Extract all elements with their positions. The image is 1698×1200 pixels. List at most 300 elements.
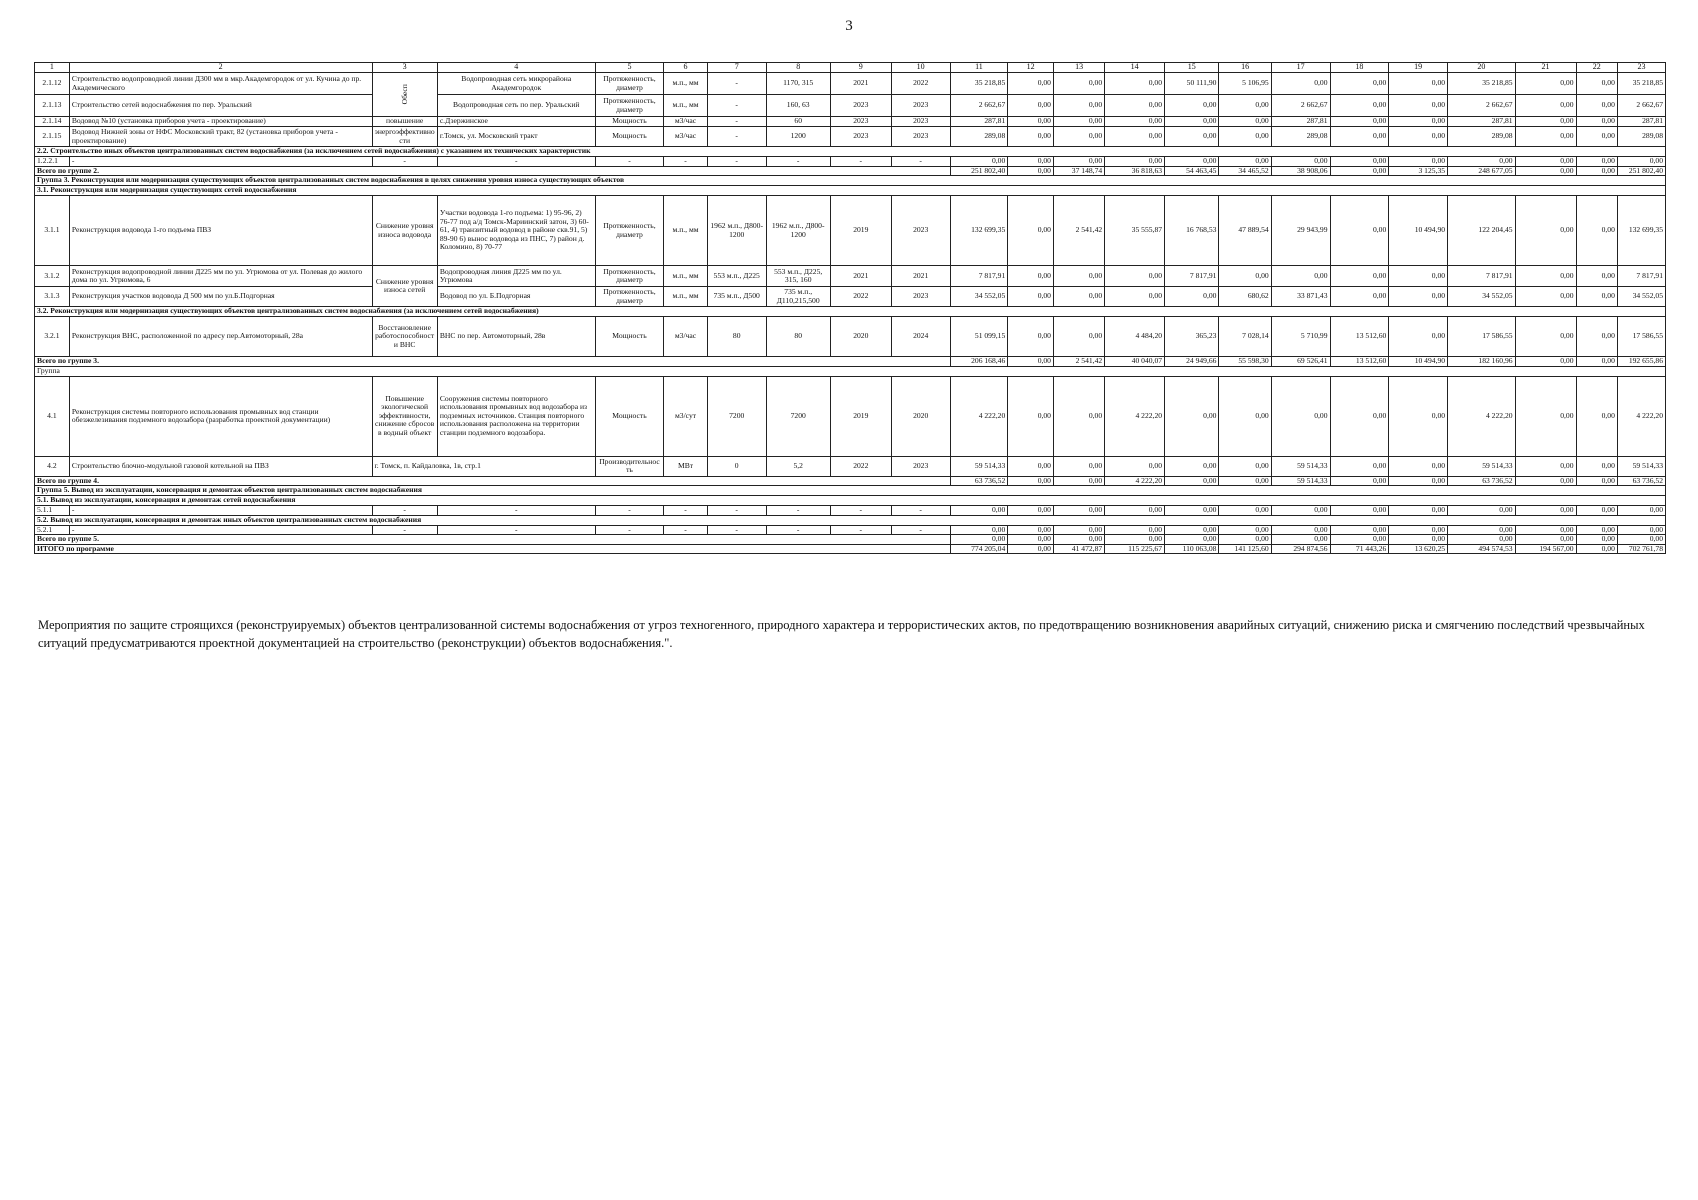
program-table	[34, 62, 1666, 554]
column-header: 16	[1219, 63, 1271, 73]
table-cell: 2022	[830, 456, 891, 476]
table-cell: 47 889,54	[1219, 196, 1271, 266]
table-cell: 0,00	[1515, 157, 1576, 167]
table-cell: 680,62	[1219, 287, 1271, 307]
total-value: 34 465,52	[1219, 166, 1271, 176]
table-cell: 0,00	[1008, 196, 1054, 266]
table-cell: 2 662,67	[950, 95, 1008, 117]
table-cell: 0,00	[1389, 506, 1448, 516]
table-cell: 0,00	[1219, 525, 1271, 535]
column-header: 8	[766, 63, 830, 73]
table-cell: 0,00	[1271, 157, 1330, 167]
table-cell: Снижение уровня износа водовода	[372, 196, 437, 266]
table-cell: 1.2.2.1	[35, 157, 70, 167]
table-cell: 4 484,20	[1105, 317, 1165, 357]
total-value: 0,00	[1389, 535, 1448, 545]
section-title: 3.1. Реконструкция или модернизация существующих сетей водоснабжения	[35, 186, 1666, 196]
table-cell: -	[664, 525, 708, 535]
table-cell: 2021	[830, 266, 891, 287]
table-row	[35, 525, 1666, 535]
table-cell: 0,00	[1165, 456, 1219, 476]
table-cell: м3/час	[664, 317, 708, 357]
table-cell: 1170, 315	[766, 73, 830, 95]
total-value: 141 125,60	[1219, 544, 1271, 554]
table-cell: 0,00	[1330, 127, 1389, 147]
table-cell: 0,00	[1576, 95, 1617, 117]
table-cell: 0,00	[1448, 525, 1516, 535]
table-cell: 59 514,33	[1617, 456, 1665, 476]
total-row	[35, 166, 1666, 176]
total-value: 55 598,30	[1219, 357, 1271, 367]
table-cell: 0,00	[1576, 266, 1617, 287]
table-cell: -	[891, 525, 950, 535]
table-cell: 0,00	[1389, 157, 1448, 167]
table-cell: -	[830, 157, 891, 167]
table-cell: 2019	[830, 376, 891, 456]
total-value: 0,00	[1271, 535, 1330, 545]
table-cell: м.п., мм	[664, 196, 708, 266]
table-cell: 0,00	[1448, 506, 1516, 516]
total-value: 0,00	[1219, 535, 1271, 545]
section-row	[35, 147, 1666, 157]
table-cell: 0,00	[1330, 266, 1389, 287]
table-cell: 0,00	[1053, 317, 1104, 357]
table-cell: 0,00	[1165, 525, 1219, 535]
table-cell: 0,00	[1053, 73, 1104, 95]
table-cell: -	[437, 506, 595, 516]
table-cell: г. Томск, п. Кайдаловка, 1в, стр.1	[372, 456, 595, 476]
table-cell: Строительство блочно-модульной газовой котельной на ПВЗ	[69, 456, 372, 476]
table-cell: Строительство водопроводной линии Д300 мм в мкр.Академгородок от ул. Кучина до пр. Академического	[69, 73, 372, 95]
total-value: 0,00	[1053, 535, 1104, 545]
table-cell: 35 218,85	[1448, 73, 1516, 95]
table-cell: 2023	[891, 117, 950, 127]
total-value: 13 512,60	[1330, 357, 1389, 367]
table-cell: 0,00	[1271, 266, 1330, 287]
rotated-label: Обесп	[399, 84, 409, 105]
table-cell: Реконструкция участков водовода Д 500 мм по ул.Б.Подгорная	[69, 287, 372, 307]
total-value: 41 472,87	[1053, 544, 1104, 554]
table-cell: г.Томск, ул. Московский тракт	[437, 127, 595, 147]
total-value: 110 063,08	[1165, 544, 1219, 554]
table-cell: 0,00	[1515, 73, 1576, 95]
table-cell: 0,00	[1515, 266, 1576, 287]
section-title: 2.2. Строительство иных объектов централизованных систем водоснабжения (за исключением сетей водоснабжения) с указанием их технических характеристик	[35, 147, 1666, 157]
column-header: 13	[1053, 63, 1104, 73]
table-cell: 160, 63	[766, 95, 830, 117]
total-value: 0,00	[1576, 535, 1617, 545]
table-cell: 2019	[830, 196, 891, 266]
table-cell: 34 552,05	[1448, 287, 1516, 307]
table-cell: 10 494,90	[1389, 196, 1448, 266]
table-cell: 17 586,55	[1448, 317, 1516, 357]
table-cell: 2020	[830, 317, 891, 357]
table-row	[35, 266, 1666, 287]
table-cell: 132 699,35	[1617, 196, 1665, 266]
table-cell: 0,00	[1576, 127, 1617, 147]
table-cell: 4 222,20	[950, 376, 1008, 456]
table-cell: 2.1.13	[35, 95, 70, 117]
table-cell: Мощность	[595, 317, 664, 357]
total-value: 206 168,46	[950, 357, 1008, 367]
table-cell: 122 204,45	[1448, 196, 1516, 266]
group-title: Группа	[35, 366, 1666, 376]
total-value: 115 225,67	[1105, 544, 1165, 554]
table-row	[35, 157, 1666, 167]
table-cell: 0,00	[1219, 117, 1271, 127]
table-cell: 2023	[891, 456, 950, 476]
table-cell: -	[595, 157, 664, 167]
table-cell: 0,00	[1330, 376, 1389, 456]
table-cell: 0,00	[1515, 376, 1576, 456]
total-value: 0,00	[950, 535, 1008, 545]
column-header: 6	[664, 63, 708, 73]
table-cell: -	[707, 73, 766, 95]
table-cell: 0,00	[1515, 95, 1576, 117]
table-cell: 0,00	[1008, 266, 1054, 287]
table-cell: Протяженность, диаметр	[595, 287, 664, 307]
table-cell: -	[664, 157, 708, 167]
table-cell: 0,00	[1165, 287, 1219, 307]
table-cell: 2021	[830, 73, 891, 95]
table-cell: 16 768,53	[1165, 196, 1219, 266]
table-cell: -	[891, 157, 950, 167]
total-value: 38 908,06	[1271, 166, 1330, 176]
table-cell: м3/час	[664, 117, 708, 127]
table-cell: 0,00	[1219, 506, 1271, 516]
table-cell: 1962 м.п., Д800-1200	[707, 196, 766, 266]
table-cell: 289,08	[1617, 127, 1665, 147]
table-cell: 0,00	[1008, 95, 1054, 117]
table-row	[35, 117, 1666, 127]
group-row	[35, 486, 1666, 496]
table-cell: 0,00	[1165, 376, 1219, 456]
table-row	[35, 287, 1666, 307]
table-cell: 0,00	[1008, 525, 1054, 535]
table-cell: -	[830, 506, 891, 516]
table-cell: 0,00	[1105, 73, 1165, 95]
table-row	[35, 73, 1666, 95]
table-cell: 0,00	[1515, 506, 1576, 516]
total-value: 54 463,45	[1165, 166, 1219, 176]
total-value: 24 949,66	[1165, 357, 1219, 367]
total-value: 0,00	[1008, 544, 1054, 554]
table-cell: 0,00	[1576, 196, 1617, 266]
table-cell: 51 099,15	[950, 317, 1008, 357]
total-value: 774 205,04	[950, 544, 1008, 554]
table-cell: 5,2	[766, 456, 830, 476]
section-title: 5.1. Вывод из эксплуатации, консервация и демонтаж сетей водоснабжения	[35, 496, 1666, 506]
table-cell: 4 222,20	[1448, 376, 1516, 456]
table-cell: 0,00	[1576, 287, 1617, 307]
total-value: 0,00	[1515, 535, 1576, 545]
table-cell: 0,00	[1576, 317, 1617, 357]
total-value: 0,00	[1008, 476, 1054, 486]
table-cell: 0,00	[1053, 157, 1104, 167]
total-value: 40 040,07	[1105, 357, 1165, 367]
table-cell: 0,00	[1515, 127, 1576, 147]
table-cell: 0,00	[1219, 157, 1271, 167]
table-cell: 0,00	[1330, 157, 1389, 167]
table-cell: Водовод №10 (установка приборов учета - проектирование)	[69, 117, 372, 127]
column-header: 10	[891, 63, 950, 73]
table-cell: 0,00	[1515, 287, 1576, 307]
table-cell: -	[766, 525, 830, 535]
table-cell: 33 871,43	[1271, 287, 1330, 307]
table-cell: 0,00	[1053, 525, 1104, 535]
total-value: 4 222,20	[1105, 476, 1165, 486]
section-row	[35, 496, 1666, 506]
table-cell: -	[372, 525, 437, 535]
table-cell: 287,81	[1271, 117, 1330, 127]
table-cell: 2021	[891, 266, 950, 287]
table-row	[35, 376, 1666, 456]
table-cell: 4.1	[35, 376, 70, 456]
table-cell: -	[707, 95, 766, 117]
table-cell: 0,00	[1515, 317, 1576, 357]
table-cell: 0,00	[1389, 525, 1448, 535]
total-value: 294 874,56	[1271, 544, 1330, 554]
table-cell: 5.1.1	[35, 506, 70, 516]
table-cell: 59 514,33	[950, 456, 1008, 476]
table-cell: Реконструкция водовода 1-го подъема ПВЗ	[69, 196, 372, 266]
table-cell: м.п., мм	[664, 266, 708, 287]
total-value: 0,00	[1617, 535, 1665, 545]
table-cell: Строительство сетей водоснабжения по пер. Уральский	[69, 95, 372, 117]
table-cell: -	[766, 506, 830, 516]
table-cell: Водовод Нижней зоны от НФС Московский тракт, 82 (установка приборов учета - проектирование)	[69, 127, 372, 147]
table-cell: 0,00	[1219, 266, 1271, 287]
total-value: 0,00	[1165, 476, 1219, 486]
table-cell: Протяженность, диаметр	[595, 73, 664, 95]
table-cell: 289,08	[1448, 127, 1516, 147]
table-cell: -	[707, 157, 766, 167]
table-cell: 80	[766, 317, 830, 357]
table-cell: 0,00	[1008, 73, 1054, 95]
total-value: 13 620,25	[1389, 544, 1448, 554]
table-cell: 0,00	[1576, 376, 1617, 456]
table-cell: 0,00	[1389, 73, 1448, 95]
column-header: 20	[1448, 63, 1516, 73]
group-row	[35, 176, 1666, 186]
column-header: 5	[595, 63, 664, 73]
table-cell: Реконструкция системы повторного использования промывных вод станции обезжелезивания подземного водозабора (разработка проектной документации)	[69, 376, 372, 456]
table-cell: энергоэффективности	[372, 127, 437, 147]
table-cell: 7 028,14	[1219, 317, 1271, 357]
total-value: 36 818,63	[1105, 166, 1165, 176]
total-value: 2 541,42	[1053, 357, 1104, 367]
table-row	[35, 95, 1666, 117]
total-value: 0,00	[1576, 357, 1617, 367]
table-cell: 0,00	[1576, 117, 1617, 127]
table-cell: 29 943,99	[1271, 196, 1330, 266]
total-label: Всего по группе 2.	[35, 166, 951, 176]
table-cell: 7200	[707, 376, 766, 456]
table-cell: 7 817,91	[1617, 266, 1665, 287]
table-row	[35, 317, 1666, 357]
table-cell: -	[372, 157, 437, 167]
table-cell: 1962 м.п., Д800-1200	[766, 196, 830, 266]
table-cell: 0,00	[1576, 456, 1617, 476]
table-cell: 0,00	[1105, 95, 1165, 117]
table-cell: Мощность	[595, 127, 664, 147]
total-label: Всего по группе 3.	[35, 357, 951, 367]
table-cell: 0,00	[1515, 456, 1576, 476]
total-row	[35, 535, 1666, 545]
table-cell: 4 222,20	[1617, 376, 1665, 456]
section-row	[35, 307, 1666, 317]
total-row	[35, 544, 1666, 554]
table-cell: 0,00	[1515, 525, 1576, 535]
table-cell: 0,00	[950, 506, 1008, 516]
total-value: 37 148,74	[1053, 166, 1104, 176]
table-cell: 0,00	[1271, 506, 1330, 516]
total-label: ИТОГО по программе	[35, 544, 951, 554]
table-cell: 0,00	[1165, 117, 1219, 127]
table-cell: 0,00	[1165, 157, 1219, 167]
table-cell: 0,00	[1105, 127, 1165, 147]
table-cell: 0,00	[1008, 287, 1054, 307]
table-cell: Протяженность, диаметр	[595, 266, 664, 287]
table-cell: 2.1.12	[35, 73, 70, 95]
table-cell: Протяженность, диаметр	[595, 196, 664, 266]
total-value: 63 736,52	[1617, 476, 1665, 486]
table-cell: 0,00	[1105, 287, 1165, 307]
total-value: 194 567,00	[1515, 544, 1576, 554]
total-value: 192 655,86	[1617, 357, 1665, 367]
total-value: 0,00	[1576, 166, 1617, 176]
table-cell: 553 м.п., Д225	[707, 266, 766, 287]
table-cell: 0,00	[1576, 157, 1617, 167]
table-cell: -	[664, 506, 708, 516]
table-cell: м.п., мм	[664, 73, 708, 95]
table-cell: 0,00	[1008, 317, 1054, 357]
table-cell: 0,00	[1219, 95, 1271, 117]
table-cell: 0,00	[1515, 196, 1576, 266]
table-cell: 0,00	[1576, 525, 1617, 535]
section-row	[35, 515, 1666, 525]
table-cell: 2023	[891, 95, 950, 117]
table-cell: 0,00	[1105, 117, 1165, 127]
section-title: 3.2. Реконструкция или модернизация существующих объектов централизованных систем водоснабжения (за исключением сетей водоснабжения)	[35, 307, 1666, 317]
column-header: 12	[1008, 63, 1054, 73]
column-header: 7	[707, 63, 766, 73]
table-cell: Восстановление работоспособности ВНС	[372, 317, 437, 357]
table-cell: 0,00	[1515, 117, 1576, 127]
table-cell: -	[69, 157, 372, 167]
table-cell: ВНС по пер. Автомоторный, 28в	[437, 317, 595, 357]
table-cell: -	[437, 525, 595, 535]
table-cell: 0,00	[1219, 127, 1271, 147]
table-cell: -	[69, 506, 372, 516]
table-cell: 0,00	[1053, 95, 1104, 117]
table-cell: м3/час	[664, 127, 708, 147]
table-body	[35, 63, 1666, 554]
table-cell: 2023	[891, 287, 950, 307]
table-cell: Мощность	[595, 117, 664, 127]
table-cell: 0,00	[950, 525, 1008, 535]
table-cell: -	[372, 506, 437, 516]
table-row	[35, 196, 1666, 266]
table-cell: 2022	[830, 287, 891, 307]
column-header: 17	[1271, 63, 1330, 73]
table-cell: 0,00	[1008, 117, 1054, 127]
total-value: 0,00	[1008, 166, 1054, 176]
table-cell: 0,00	[1330, 95, 1389, 117]
table-cell: 2 662,67	[1448, 95, 1516, 117]
total-value: 0,00	[1515, 166, 1576, 176]
table-cell: 0,00	[1219, 456, 1271, 476]
table-cell: Мощность	[595, 376, 664, 456]
table-cell: 7 817,91	[1165, 266, 1219, 287]
table-cell: 289,08	[1271, 127, 1330, 147]
table-cell: 365,23	[1165, 317, 1219, 357]
column-header: 1	[35, 63, 70, 73]
table-cell: 0,00	[1576, 506, 1617, 516]
total-label: Всего по группе 5.	[35, 535, 951, 545]
table-cell: 0,00	[1053, 127, 1104, 147]
total-value: 0,00	[1330, 535, 1389, 545]
total-value: 0,00	[1053, 476, 1104, 486]
table-cell: 0	[707, 456, 766, 476]
table-cell: -	[595, 506, 664, 516]
table-cell: 13 512,60	[1330, 317, 1389, 357]
table-cell: 80	[707, 317, 766, 357]
table-cell: 0,00	[1330, 506, 1389, 516]
table-cell: 2020	[891, 376, 950, 456]
plain-row	[35, 366, 1666, 376]
table-cell: 0,00	[1008, 127, 1054, 147]
column-header: 14	[1105, 63, 1165, 73]
table-cell: -	[69, 525, 372, 535]
table-cell: 5.2.1	[35, 525, 70, 535]
table-cell: 2 662,67	[1617, 95, 1665, 117]
table-row	[35, 506, 1666, 516]
table-cell: 289,08	[950, 127, 1008, 147]
table-cell: 2023	[830, 127, 891, 147]
table-cell: 0,00	[1330, 73, 1389, 95]
table-cell: 0,00	[1271, 376, 1330, 456]
total-value: 0,00	[1330, 476, 1389, 486]
column-header: 3	[372, 63, 437, 73]
table-cell: 0,00	[1389, 456, 1448, 476]
table-cell: 735 м.п., Д110,215,500	[766, 287, 830, 307]
table-cell: -	[830, 525, 891, 535]
total-value: 0,00	[1330, 166, 1389, 176]
total-value: 69 526,41	[1271, 357, 1330, 367]
total-value: 0,00	[1515, 357, 1576, 367]
table-cell: 0,00	[1330, 287, 1389, 307]
table-cell: 2022	[891, 73, 950, 95]
purpose-cell: Снижение уровня износа сетей	[372, 266, 437, 307]
total-value: 0,00	[1576, 476, 1617, 486]
table-cell: 0,00	[1389, 376, 1448, 456]
table-cell: 0,00	[1576, 73, 1617, 95]
column-header: 4	[437, 63, 595, 73]
table-cell: 0,00	[1271, 73, 1330, 95]
table-cell: 0,00	[1105, 456, 1165, 476]
total-label: Всего по группе 4.	[35, 476, 951, 486]
table-cell: 4.2	[35, 456, 70, 476]
table-cell: повышение	[372, 117, 437, 127]
table-cell: 35 218,85	[1617, 73, 1665, 95]
table-cell: -	[891, 506, 950, 516]
table-cell: Водопроводная сеть по пер. Уральский	[437, 95, 595, 117]
table-cell: 0,00	[1053, 376, 1104, 456]
table-cell: 287,81	[1448, 117, 1516, 127]
table-cell: 0,00	[1053, 456, 1104, 476]
column-header: 18	[1330, 63, 1389, 73]
